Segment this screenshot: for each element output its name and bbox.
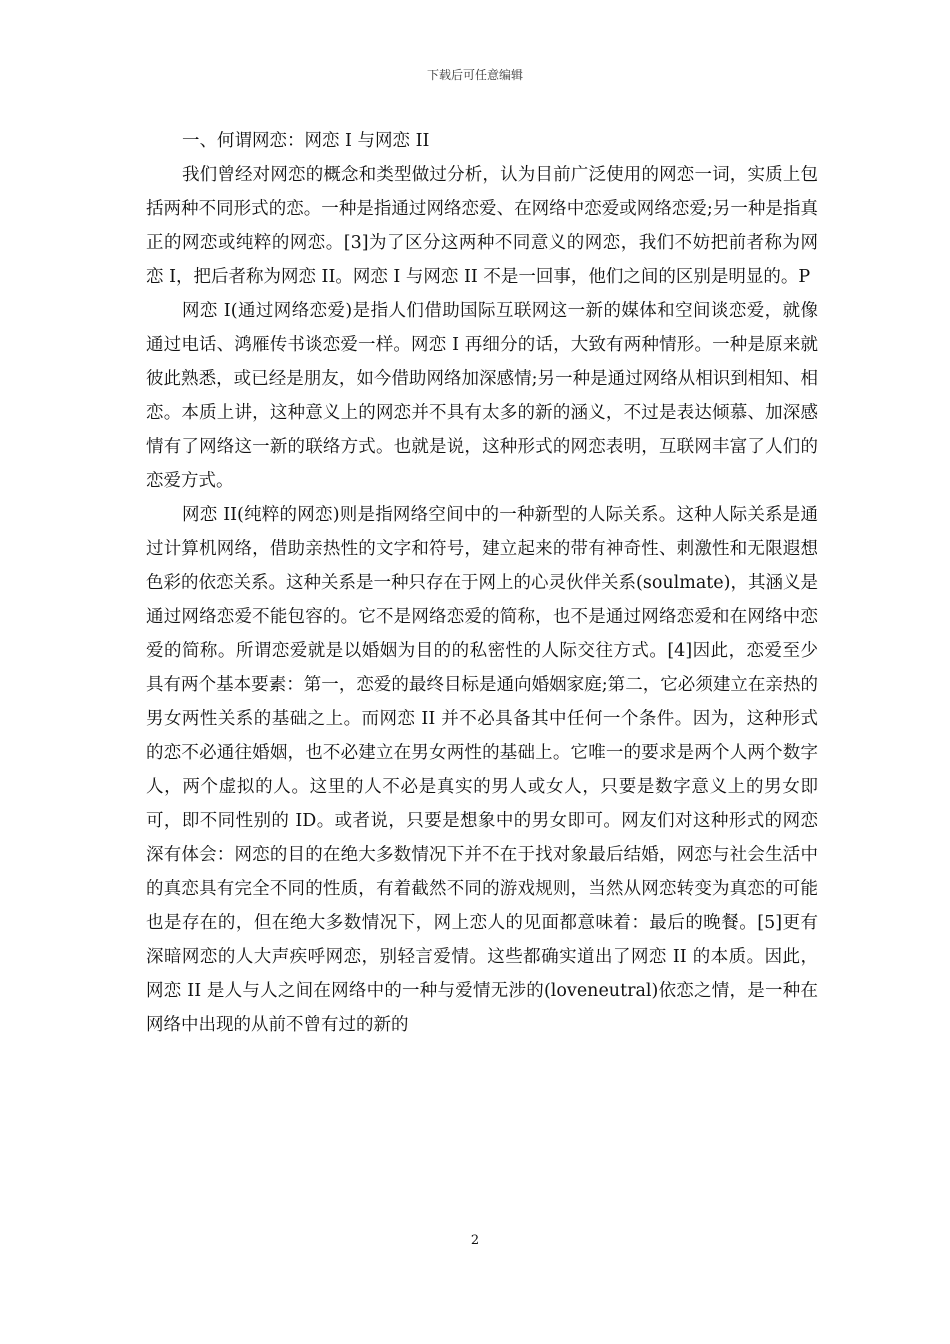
paragraph-1: 我们曾经对网恋的概念和类型做过分析，认为目前广泛使用的网恋一词，实质上包括两种不同形式的恋。一种是指通过网络恋爱、在网络中恋爱或网络恋爱;另一种是指真正的网恋或纯粹的网恋。[3]为了区分这两种不同意义的网恋，我们不妨把前者称为网恋 I，把后者称为网恋 II。网恋 I 与网恋 II 不是一回事，他们之间的区别是明显的。P xyxy=(146,165,818,287)
paragraph-3: 网恋 II(纯粹的网恋)则是指网络空间中的一种新型的人际关系。这种人际关系是通过计算机网络，借助亲热性的文字和符号，建立起来的带有神奇性、刺激性和无限遐想色彩的依恋关系。这种关系是一种只存在于网上的心灵伙伴关系(soulmate)，其涵义是通过网络恋爱不能包容的。它不是网络恋爱的简称，也不是通过网络恋爱和在网络中恋爱的简称。所谓恋爱就是以婚姻为目的的私密性的人际交往方式。[4]因此，恋爱至少具有两个基本要素：第一，恋爱的最终目标是通向婚姻家庭;第二，它必须建立在亲热的男女两性关系的基础之上。而网恋 II 并不必具备其中任何一个条件。因为，这种形式的恋不必通往婚姻，也不必建立在男女两性的基础上。它唯一的要求是两个人两个数字人，两个虚拟的人。这里的人不必是真实的男人或女人，只要是数字意义上的男女即可，即不同性别的 ID。或者说，只要是想象中的男女即可。网友们对这种形式的网恋深有体会：网恋的目的在绝大多数情况下并不在于找对象最后结婚，网恋与社会生活中的真恋具有完全不同的性质，有着截然不同的游戏规则，当然从网恋转变为真恋的可能也是存在的，但在绝大多数情况下，网上恋人的见面都意味着：最后的晚餐。[5]更有深暗网恋的人大声疾呼网恋，别轻言爱情。这些都确实道出了网恋 II 的本质。因此，网恋 II 是人与人之间在网络中的一种与爱情无涉的(loveneutral)依恋之情，是一种在网络中出现的从前不曾有过的新的 xyxy=(146,505,818,1035)
section-heading: 一、何谓网恋：网恋 I 与网恋 II xyxy=(182,131,430,151)
page-number: 2 xyxy=(470,1233,480,1248)
document-body xyxy=(146,124,818,1042)
page-header: 下载后可任意编辑 xyxy=(426,68,523,82)
paragraph-2: 网恋 I(通过网络恋爱)是指人们借助国际互联网这一新的媒体和空间谈恋爱，就像通过电话、鸿雁传书谈恋爱一样。网恋 I 再细分的话，大致有两种情形。一种是原来就彼此熟悉，或已经是朋友，如今借助网络加深感情;另一种是通过网络从相识到相知、相恋。本质上讲，这种意义上的网恋并不具有太多的新的涵义，不过是表达倾慕、加深感情有了网络这一新的联络方式。也就是说，这种形式的网恋表明，互联网丰富了人们的恋爱方式。 xyxy=(146,301,818,491)
